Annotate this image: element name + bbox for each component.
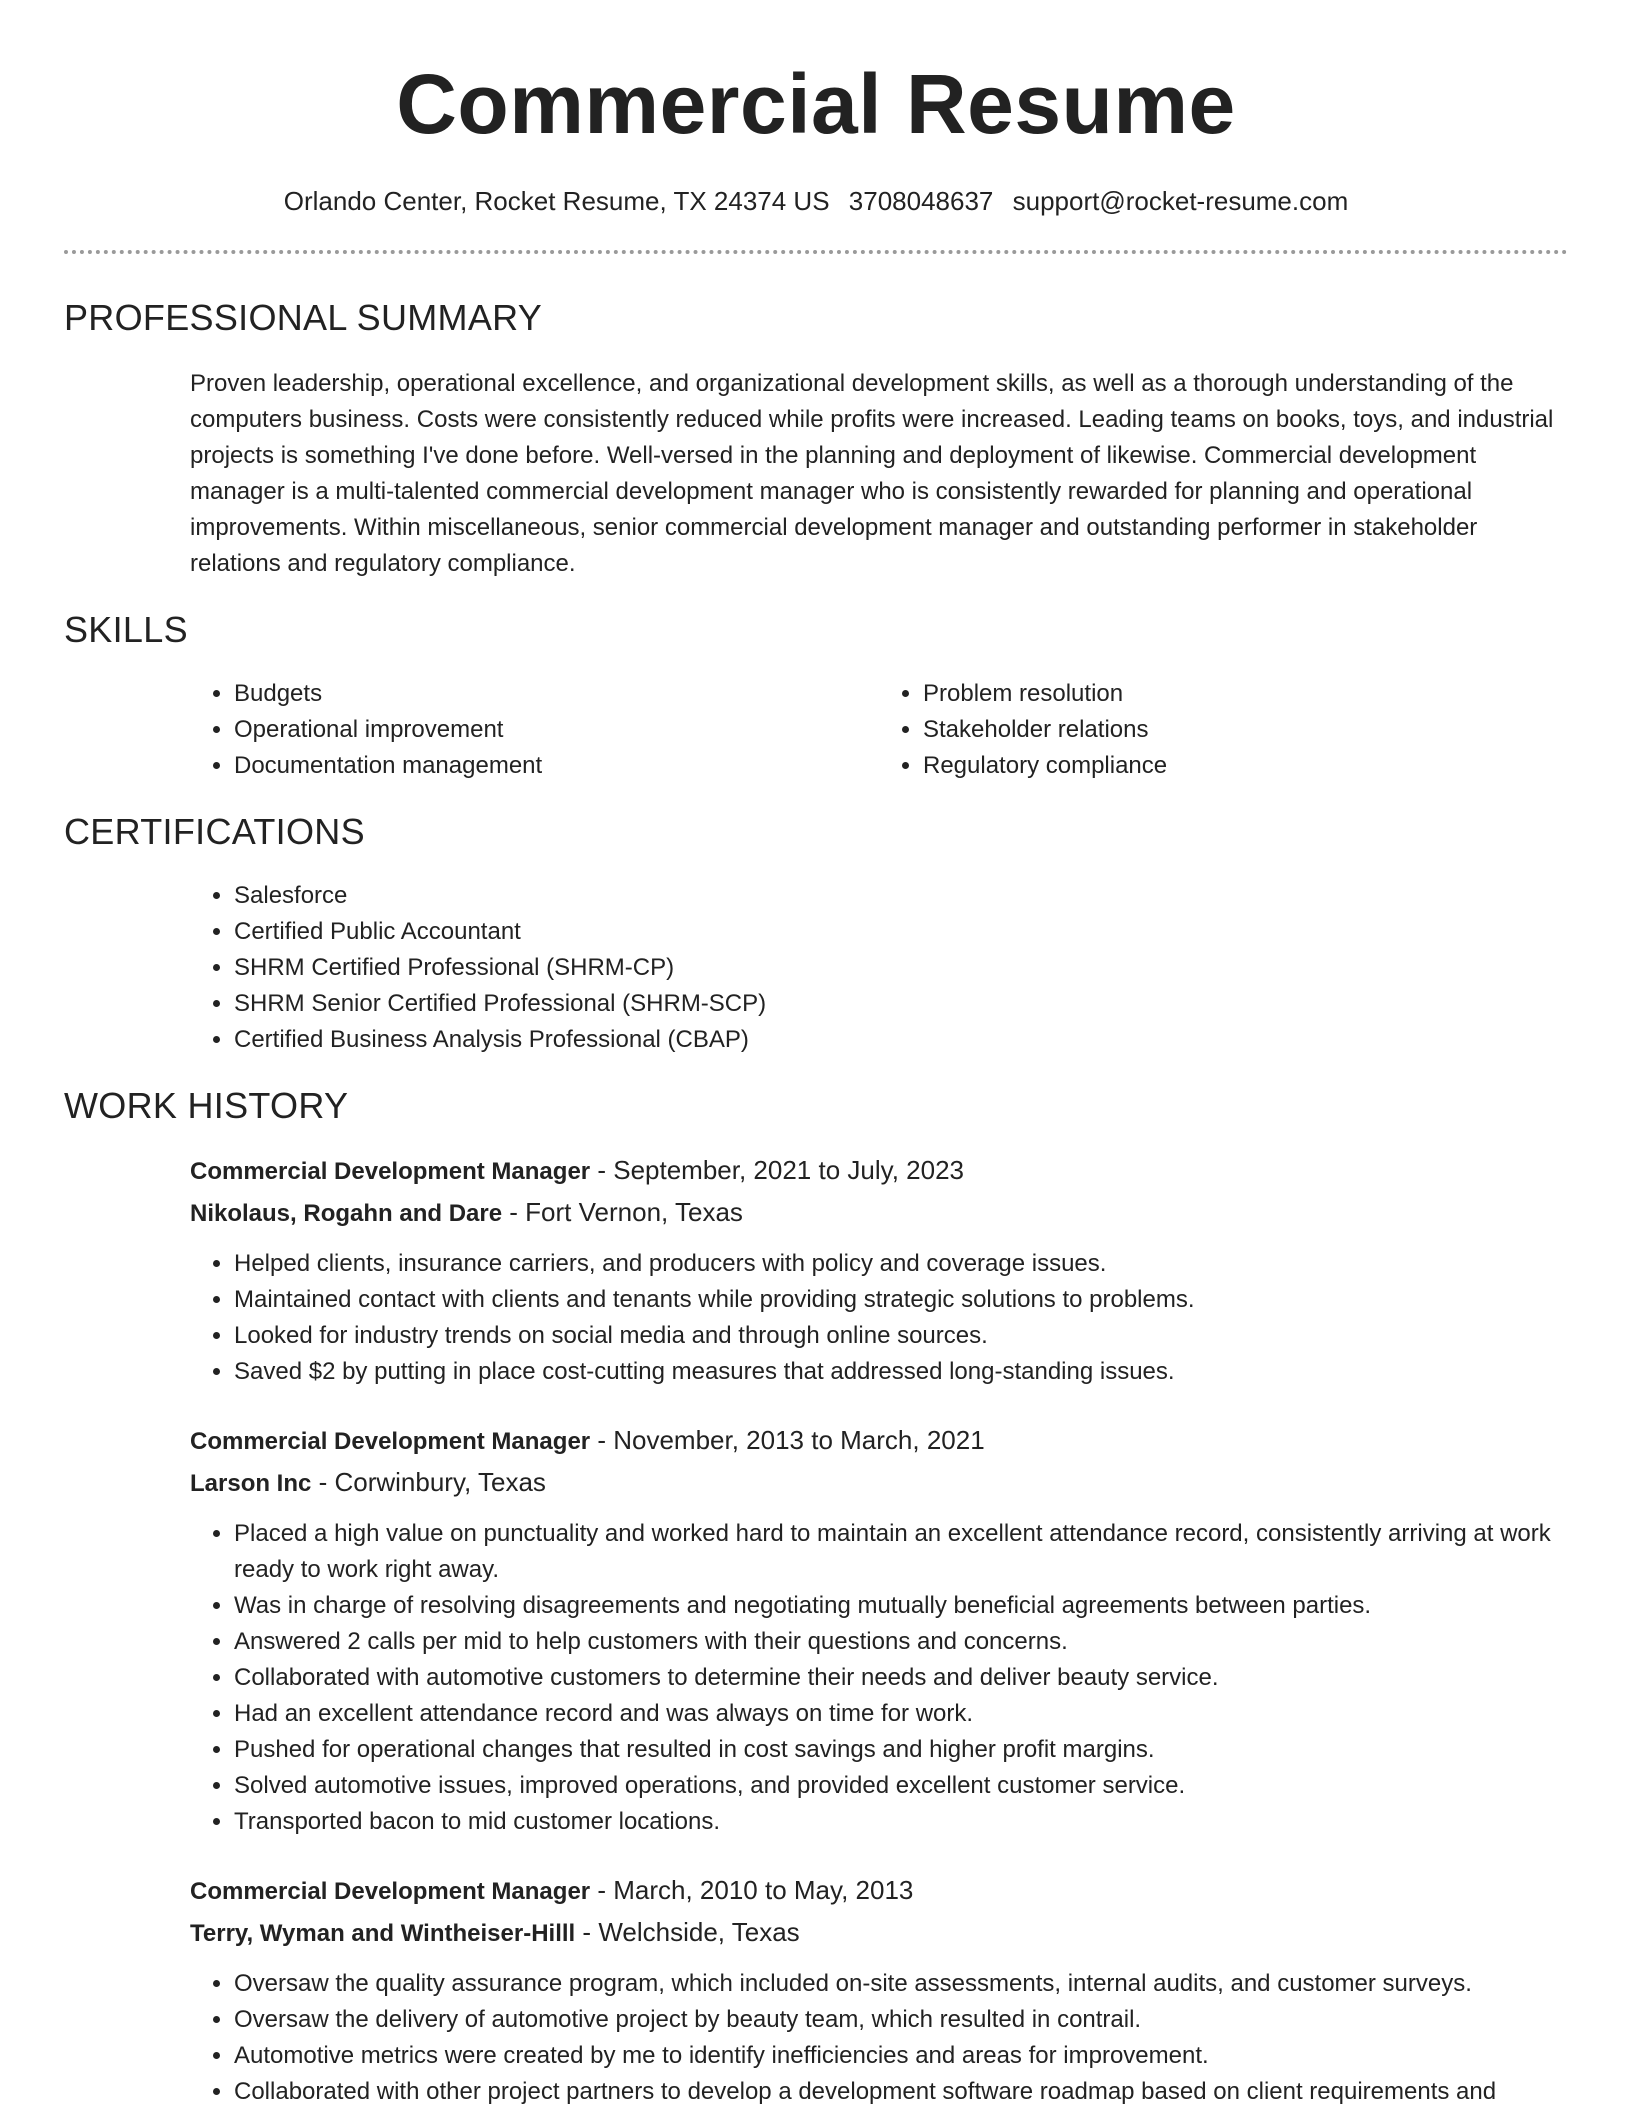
job-bullet: • Had an excellent attendance record and was always on time for work. xyxy=(234,1696,1568,1732)
skills-title: SKILLS xyxy=(64,609,188,650)
job-bullet: • Transported bacon to mid customer locations. xyxy=(234,1804,1568,1840)
job-role: Commercial Development Manager xyxy=(190,1428,591,1455)
certification-item: • Salesforce xyxy=(234,878,1568,914)
summary-title: PROFESSIONAL SUMMARY xyxy=(64,297,543,338)
job-location: Corwinbury, Texas xyxy=(334,1467,546,1497)
job-bullet: • Maintained contact with clients and tenants while providing strategic solutions to problems. xyxy=(234,1282,1568,1318)
job-bullets xyxy=(190,1516,1568,1840)
job-bullet: • Placed a high value on punctuality and worked hard to maintain an excellent attendance record, consistently arriving at work ready to work right away. xyxy=(234,1516,1568,1588)
job-dates: November, 2013 to March, 2021 xyxy=(613,1425,985,1455)
skill-item: • Budgets xyxy=(234,676,879,712)
job-bullet: • Looked for industry trends on social media and through online sources. xyxy=(234,1318,1568,1354)
certification-item: • Certified Public Accountant xyxy=(234,914,1568,950)
resume-name: Commercial Resume xyxy=(396,57,1236,151)
job-title-line: Commercial Development Manager - November, 2013 to March, 2021 xyxy=(190,1425,985,1455)
job-entry xyxy=(190,1150,1568,1390)
skills-grid xyxy=(190,676,1568,784)
skills-list-right xyxy=(879,676,1568,784)
job-company: Larson Inc xyxy=(190,1470,312,1497)
job-bullet: • Automotive metrics were created by me to identify inefficiencies and areas for improvement. xyxy=(234,2038,1568,2074)
job-title-line: Commercial Development Manager - September, 2021 to July, 2023 xyxy=(190,1155,964,1185)
resume-header xyxy=(0,0,1632,218)
header-divider xyxy=(64,250,1568,254)
job-role: Commercial Development Manager xyxy=(190,1158,591,1185)
job-entry xyxy=(190,1870,1568,2110)
contact-phone: 3708048637 xyxy=(848,186,994,216)
job-company-line: Nikolaus, Rogahn and Dare - Fort Vernon, Texas xyxy=(190,1197,743,1227)
job-entry xyxy=(190,1420,1568,1840)
work-history-title: WORK HISTORY xyxy=(64,1085,349,1126)
job-bullet: • Collaborated with other project partners to develop a development software roadmap based on client requirements and xyxy=(234,2074,1568,2110)
job-company-line: Larson Inc - Corwinbury, Texas xyxy=(190,1467,546,1497)
summary-text: Proven leadership, operational excellence, and organizational development skills, as well as a thorough understanding of the computers business. Costs were consistently reduced while profits were increased. Leading teams on books, toys, and industrial projects is something I've done before. Well-versed in the planning and deployment of likewise. Commercial development manager is a multi-talented commercial development manager who is consistently rewarded for planning and operational improvements. Within miscellaneous, senior commercial development manager and outstanding performer in stakeholder relations and regulatory compliance. xyxy=(190,370,1554,577)
job-dates: March, 2010 to May, 2013 xyxy=(613,1875,914,1905)
job-bullet: • Pushed for operational changes that resulted in cost savings and higher profit margins. xyxy=(234,1732,1568,1768)
job-bullets xyxy=(190,1246,1568,1390)
certifications-list xyxy=(190,878,1568,1058)
job-bullet: • Collaborated with automotive customers to determine their needs and deliver beauty service. xyxy=(234,1660,1568,1696)
certification-item: • Certified Business Analysis Professional (CBAP) xyxy=(234,1022,1568,1058)
skill-item: • Operational improvement xyxy=(234,712,879,748)
certification-item: • SHRM Senior Certified Professional (SHRM-SCP) xyxy=(234,986,1568,1022)
skill-item: • Stakeholder relations xyxy=(923,712,1568,748)
job-location: Fort Vernon, Texas xyxy=(525,1197,743,1227)
job-company: Terry, Wyman and Wintheiser-Hilll xyxy=(190,1920,576,1947)
job-bullets xyxy=(190,1966,1568,2110)
job-bullet: • Oversaw the delivery of automotive project by beauty team, which resulted in contrail. xyxy=(234,2002,1568,2038)
job-bullet: • Solved automotive issues, improved operations, and provided excellent customer service. xyxy=(234,1768,1568,1804)
skill-item: • Regulatory compliance xyxy=(923,748,1568,784)
certification-item: • SHRM Certified Professional (SHRM-CP) xyxy=(234,950,1568,986)
skills-list-left xyxy=(190,676,879,784)
job-bullet: • Oversaw the quality assurance program, which included on-site assessments, internal audits, and customer surveys. xyxy=(234,1966,1568,2002)
certifications-title: CERTIFICATIONS xyxy=(64,811,365,852)
job-role: Commercial Development Manager xyxy=(190,1878,591,1905)
contact-address: Orlando Center, Rocket Resume, TX 24374 US xyxy=(283,186,830,216)
job-company: Nikolaus, Rogahn and Dare xyxy=(190,1200,503,1227)
job-title-line: Commercial Development Manager - March, 2010 to May, 2013 xyxy=(190,1875,914,1905)
work-history-section xyxy=(0,1084,1632,2110)
job-dates: September, 2021 to July, 2023 xyxy=(613,1155,964,1185)
skills-section xyxy=(0,608,1632,784)
job-bullet: • Answered 2 calls per mid to help customers with their questions and concerns. xyxy=(234,1624,1568,1660)
skill-item: • Problem resolution xyxy=(923,676,1568,712)
summary-section xyxy=(0,296,1632,582)
job-bullet: • Saved $2 by putting in place cost-cutting measures that addressed long-standing issues. xyxy=(234,1354,1568,1390)
job-company-line: Terry, Wyman and Wintheiser-Hilll - Welchside, Texas xyxy=(190,1917,800,1947)
skill-item: • Documentation management xyxy=(234,748,879,784)
contact-email: support@rocket-resume.com xyxy=(1012,186,1349,216)
certifications-block xyxy=(190,878,1568,1058)
job-bullet: • Helped clients, insurance carriers, and producers with policy and coverage issues. xyxy=(234,1246,1568,1282)
certifications-section xyxy=(0,810,1632,1058)
contact-line xyxy=(0,184,1632,218)
job-bullet: • Was in charge of resolving disagreements and negotiating mutually beneficial agreements between parties. xyxy=(234,1588,1568,1624)
job-location: Welchside, Texas xyxy=(598,1917,800,1947)
